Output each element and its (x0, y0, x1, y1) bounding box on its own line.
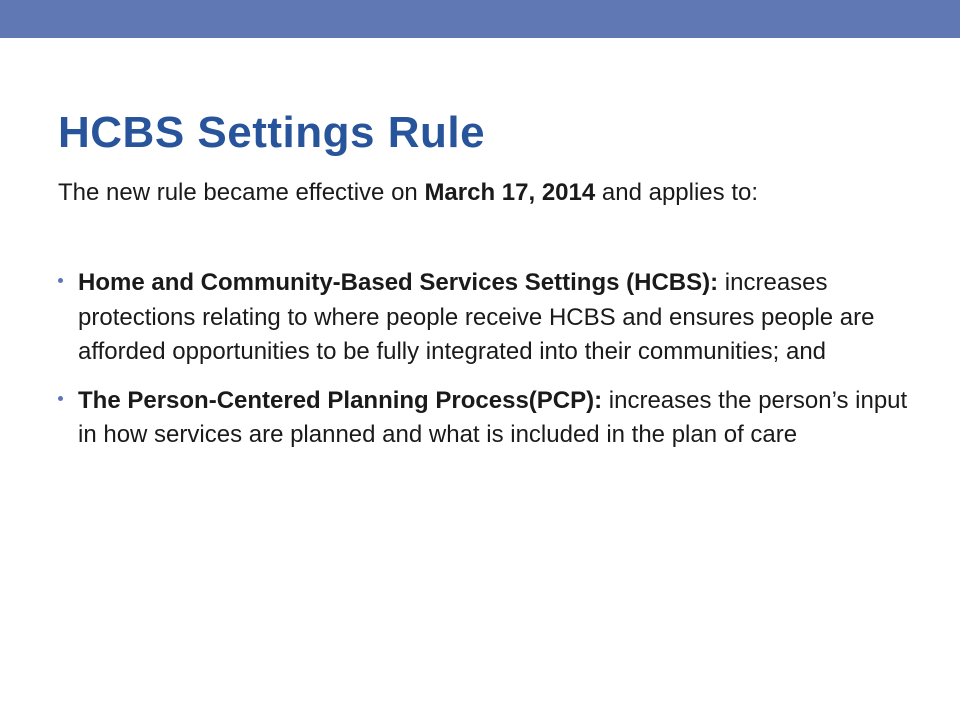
bullet-hcbs-text: increases protections relating to where people receive HCBS and ensures people are afforded opportunities to be fully integrated into their communities; and (78, 269, 875, 365)
bullet-dot-icon (58, 278, 63, 283)
bullet-pcp-heading: The Person-Centered Planning Process(PCP): (78, 386, 603, 414)
slide-title: HCBS Settings Rule (58, 108, 486, 157)
intro-text-before: The new rule became effective on (58, 179, 425, 206)
intro-paragraph (58, 176, 878, 210)
bullet-hcbs-heading: Home and Community-Based Services Settings (HCBS): (78, 269, 719, 296)
bullet-dot-icon (58, 396, 63, 401)
bullet-hcbs (58, 266, 908, 370)
effective-date: March 17, 2014 (424, 179, 596, 206)
top-accent-bar (0, 0, 960, 38)
bullet-pcp (58, 384, 908, 453)
bullet-pcp-text: increases the person’s input in how services are planned and what is included in the plan of care (78, 386, 908, 448)
intro-text-after: and applies to: (595, 179, 759, 206)
bullet-list (58, 266, 908, 467)
